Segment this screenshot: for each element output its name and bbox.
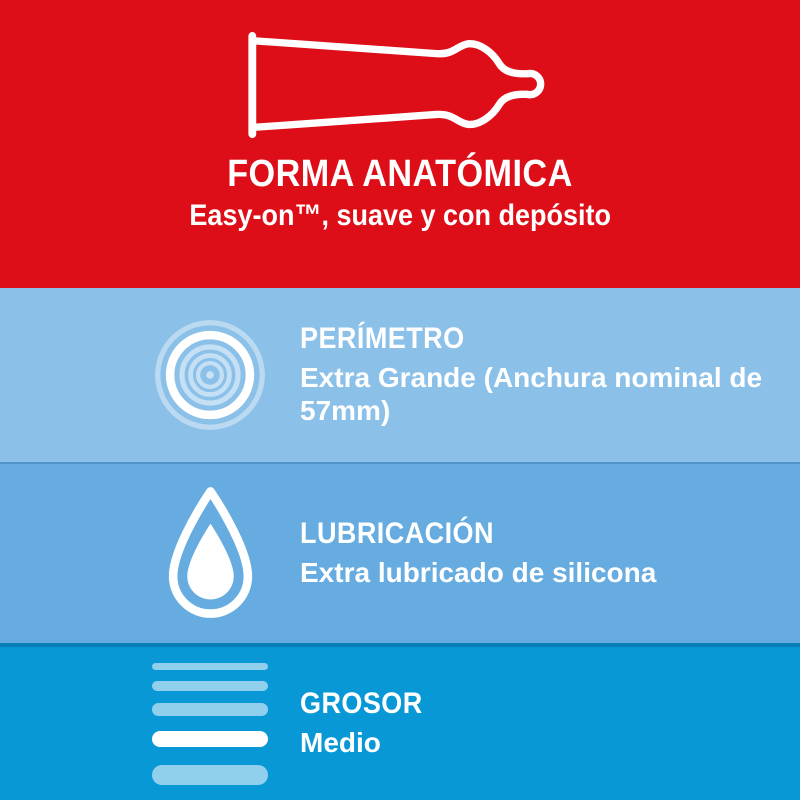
thickness-bar: [152, 703, 268, 716]
grosor-title: GROSOR: [300, 687, 423, 721]
lubricacion-description: Extra lubricado de silicona: [300, 556, 657, 588]
water-drop-icon: [160, 485, 261, 623]
lubricacion-title: LUBRICACIÓN: [300, 517, 494, 551]
section-lubricacion: [0, 462, 800, 643]
perimetro-description: Extra Grande (Anchura nominal de 57mm): [300, 361, 763, 426]
thickness-bar: [152, 663, 268, 670]
section-forma-anatomica: [0, 0, 800, 288]
thickness-bar-selected: [152, 731, 268, 747]
concentric-circles-icon: [153, 318, 267, 432]
lubricacion-text: [300, 518, 656, 589]
lubricacion-icon-column: [145, 485, 275, 623]
header-subtitle: Easy-on™, suave y con depósito: [189, 198, 611, 232]
section-grosor: [0, 643, 800, 800]
perimetro-title: PERÍMETRO: [300, 322, 465, 356]
header-title: FORMA ANATÓMICA: [227, 153, 573, 195]
condom-outline-icon: [242, 32, 558, 142]
perimetro-icon-column: [145, 318, 275, 432]
perimetro-text: [300, 323, 778, 427]
grosor-text: [300, 688, 436, 759]
thickness-bar: [152, 681, 268, 691]
section-perimetro: [0, 288, 800, 462]
thickness-bar: [152, 765, 268, 785]
thickness-bars-icon: [152, 663, 268, 785]
grosor-description: Medio: [300, 726, 381, 758]
grosor-icon-column: [145, 663, 275, 785]
